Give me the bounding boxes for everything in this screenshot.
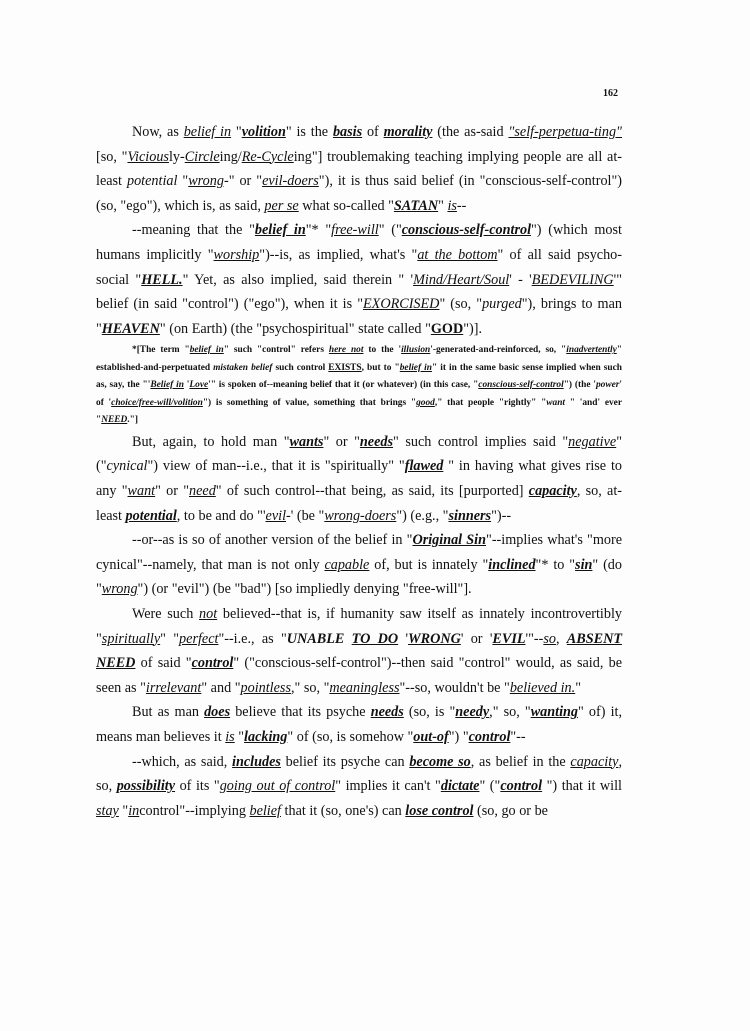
emphasized-text: belief in bbox=[254, 222, 306, 239]
text-run: " or " bbox=[155, 483, 189, 500]
emphasized-text: TO DO bbox=[351, 630, 399, 647]
text-run: " Yet, as also implied, said therein " ' bbox=[182, 271, 414, 288]
text-run: , to be and do "' bbox=[176, 507, 266, 524]
emphasized-text: "self-perpetua-ting" bbox=[508, 124, 622, 140]
emphasized-text: basis bbox=[332, 124, 363, 140]
emphasized-text: SATAN bbox=[393, 197, 439, 214]
emphasized-text: so bbox=[543, 630, 556, 647]
text-run: --which, as said, bbox=[132, 753, 233, 770]
emphasized-text: not bbox=[199, 606, 218, 622]
text-run: to the ' bbox=[363, 345, 402, 356]
text-run: ") (or "evil") (be "bad") [so impliedly denying "free-will"]. bbox=[137, 581, 472, 598]
text-run: ."] bbox=[127, 415, 138, 426]
emphasized-text: illusion bbox=[401, 345, 431, 356]
text-run: " such "control" refers bbox=[223, 345, 329, 356]
emphasized-text: flawed bbox=[404, 458, 444, 475]
emphasized-text: meaningless bbox=[329, 679, 400, 696]
text-run: (the as-said bbox=[432, 124, 509, 140]
text-run: believed--that is, if humanity saw itself as innately incontrovertibly " bbox=[96, 606, 622, 647]
text-run: ly- bbox=[168, 148, 185, 165]
emphasized-text: lacking bbox=[244, 728, 288, 745]
emphasized-text: cynical bbox=[106, 458, 148, 475]
body-paragraph bbox=[96, 750, 622, 824]
text-run: belief its psyche can bbox=[280, 753, 410, 770]
emphasized-text: EVIL bbox=[492, 630, 526, 647]
text-run: ") is something of value, something that brings " bbox=[202, 397, 417, 408]
text-run: '" belief (in said "control") ("ego"), when it is " bbox=[96, 271, 623, 313]
text-run: "--so, wouldn't be " bbox=[399, 679, 510, 696]
emphasized-text: wrong bbox=[101, 581, 138, 598]
emphasized-text: stay bbox=[96, 802, 119, 819]
text-run: believe that its psyche bbox=[230, 704, 371, 721]
text-run: But as man bbox=[132, 704, 205, 721]
text-run: " is the bbox=[285, 124, 333, 140]
text-run: ," so, " bbox=[290, 679, 330, 696]
emphasized-text: WRONG bbox=[408, 630, 461, 647]
text-run: But, again, to hold man " bbox=[132, 433, 290, 450]
text-run: what so-called " bbox=[298, 197, 394, 214]
emphasized-text: Original Sin bbox=[412, 532, 487, 549]
emphasized-text: BEDEVILING bbox=[531, 271, 614, 288]
body-paragraph bbox=[96, 120, 622, 218]
text-run: " of) it, means man believes it bbox=[96, 704, 622, 745]
emphasized-text: become so bbox=[409, 753, 471, 770]
text-run: -" or " bbox=[223, 173, 263, 190]
text-run: ' of ' bbox=[96, 380, 622, 408]
text-run: "--i.e., as " bbox=[218, 630, 287, 647]
text-run: ") (the ' bbox=[563, 380, 596, 391]
text-run: "), brings to man " bbox=[96, 296, 622, 337]
emphasized-text: UNABLE bbox=[286, 630, 345, 647]
emphasized-text: Mind/Heart/Soul bbox=[413, 271, 510, 288]
text-run: "--implies what's "more cynical"--namely, that man is not only bbox=[96, 532, 622, 573]
text-run: ' or ' bbox=[460, 630, 493, 647]
text-run: [so, " bbox=[96, 148, 128, 165]
text-run: " (on Earth) (the "psychospiritual" state called " bbox=[159, 320, 431, 337]
emphasized-text: capable bbox=[324, 556, 370, 573]
text-run: --meaning that the " bbox=[132, 222, 255, 239]
emphasized-text: control bbox=[191, 655, 234, 672]
text-run: *[The term " bbox=[132, 345, 190, 356]
text-run: -- bbox=[456, 197, 467, 214]
emphasized-text: believed in. bbox=[509, 679, 576, 696]
emphasized-text: want bbox=[546, 397, 566, 408]
emphasized-text: morality bbox=[383, 124, 433, 140]
text-run: '" is spoken of--meaning belief that it (or whatever) (in this case, " bbox=[208, 380, 479, 391]
text-run: ' bbox=[183, 380, 190, 391]
text-run: ") (e.g., " bbox=[396, 507, 449, 524]
text-run: " " bbox=[160, 630, 180, 647]
emphasized-text: control bbox=[468, 728, 511, 745]
body-paragraph bbox=[96, 528, 622, 602]
emphasized-text: belief in bbox=[189, 345, 224, 356]
text-run: "), it is thus said belief (in "conscious-self-control") (so, "ego"), which is, as said, bbox=[96, 173, 622, 214]
text-run: " in having what gives rise to any " bbox=[96, 458, 622, 500]
text-run: " (" bbox=[479, 778, 501, 795]
emphasized-text: at the bottom bbox=[417, 246, 498, 263]
emphasized-text: needy bbox=[455, 704, 490, 721]
emphasized-text: needs bbox=[359, 433, 394, 450]
emphasized-text: needs bbox=[370, 704, 404, 721]
text-run: of said " bbox=[135, 655, 192, 672]
text-run: , but to " bbox=[361, 362, 400, 373]
emphasized-text: spiritually bbox=[101, 630, 161, 647]
emphasized-text: here not bbox=[328, 345, 364, 356]
emphasized-text: conscious-self-control bbox=[478, 380, 564, 391]
emphasized-text: capacity bbox=[528, 483, 577, 500]
text-run: '"-- bbox=[525, 630, 544, 647]
text-run: "* " bbox=[305, 222, 332, 239]
emphasized-text: is bbox=[225, 728, 235, 745]
text-run: ' - ' bbox=[509, 271, 532, 288]
emphasized-text: negative bbox=[568, 433, 617, 450]
text-run: " (" bbox=[378, 222, 402, 239]
emphasized-text: evil bbox=[265, 507, 287, 524]
text-run: , as belief in the bbox=[470, 753, 571, 770]
emphasized-text: power bbox=[595, 380, 620, 391]
text-run: " such control implies said " bbox=[393, 433, 569, 450]
emphasized-text: Belief in bbox=[150, 380, 184, 391]
text-run: ' bbox=[398, 630, 408, 647]
emphasized-text: Circle bbox=[184, 148, 220, 165]
emphasized-text: pointless bbox=[240, 679, 291, 696]
emphasized-text: good bbox=[416, 397, 435, 408]
text-run: ing/ bbox=[219, 148, 242, 165]
emphasized-text: volition bbox=[241, 124, 286, 140]
text-run: " bbox=[438, 197, 448, 214]
emphasized-text: NEED bbox=[101, 415, 128, 426]
text-run: of its " bbox=[175, 778, 220, 795]
emphasized-text: HELL. bbox=[141, 271, 183, 288]
body-paragraph bbox=[96, 700, 622, 749]
text-run: " of (so, is somehow " bbox=[287, 728, 414, 745]
body-paragraph bbox=[96, 430, 622, 528]
text-run: " ("conscious-self-control")--then said "control" would, as said, be seen as " bbox=[96, 655, 622, 696]
emphasized-text: belief bbox=[249, 802, 281, 819]
text-run: (so, is " bbox=[403, 704, 456, 721]
text-run: ," that people "rightly" " bbox=[434, 397, 547, 408]
emphasized-text: possibility bbox=[116, 778, 176, 795]
emphasized-text: EXORCISED bbox=[362, 296, 440, 313]
text-run: "-- bbox=[510, 728, 526, 745]
text-run: " (do " bbox=[96, 556, 622, 598]
text-run: "* to " bbox=[535, 556, 576, 573]
text-run: of, but is innately " bbox=[369, 556, 489, 573]
text-run: '-generated-and-reinforced, so, " bbox=[430, 345, 567, 356]
emphasized-text: is bbox=[447, 197, 457, 214]
text-run: " bbox=[177, 173, 189, 190]
text-run: " of all said psycho-social " bbox=[96, 246, 622, 288]
emphasized-text: purged bbox=[482, 296, 522, 313]
emphasized-text: sin bbox=[575, 556, 593, 573]
emphasized-text: GOD bbox=[430, 320, 464, 337]
page-number: 162 bbox=[603, 88, 618, 99]
emphasized-text: ABSENT NEED bbox=[96, 630, 622, 672]
text-run bbox=[344, 631, 351, 647]
text-run: " it in the same basic sense implied when such as, say, the "' bbox=[96, 362, 622, 391]
text-run: " bbox=[118, 802, 129, 819]
text-run: ," so, " bbox=[489, 704, 531, 721]
text-run: , so, bbox=[96, 753, 622, 795]
text-run: ")-- bbox=[491, 507, 512, 524]
emphasized-text: going out of control bbox=[219, 778, 336, 795]
emphasized-text: lose control bbox=[405, 802, 474, 819]
emphasized-text: per se bbox=[264, 197, 299, 214]
text-run: Were such bbox=[132, 606, 200, 622]
text-run: control"--implying bbox=[139, 802, 250, 819]
text-run: " or " bbox=[323, 433, 360, 450]
emphasized-text: mistaken belief bbox=[213, 362, 273, 373]
emphasized-text: wrong bbox=[188, 173, 224, 190]
text-run: " bbox=[234, 728, 245, 745]
emphasized-text: potential bbox=[126, 173, 178, 190]
text-run: " 'and' ever " bbox=[96, 397, 622, 426]
text-run: ") (which most humans implicitly " bbox=[96, 222, 622, 263]
emphasized-text: evil-doers bbox=[262, 173, 319, 190]
emphasized-text: wanting bbox=[530, 704, 579, 721]
emphasized-text: belief in bbox=[399, 362, 432, 373]
emphasized-text: inadvertently bbox=[566, 345, 617, 356]
emphasized-text: capacity bbox=[570, 753, 619, 770]
text-run: ")]. bbox=[463, 320, 482, 337]
text-run: ") " bbox=[448, 728, 469, 745]
emphasized-text: sinners bbox=[448, 507, 492, 524]
emphasized-text: want bbox=[127, 483, 156, 500]
emphasized-text: choice/free-will/volition bbox=[111, 397, 203, 408]
text-run: " (so, " bbox=[439, 296, 483, 313]
emphasized-text: need bbox=[189, 483, 216, 500]
emphasized-text: includes bbox=[232, 753, 281, 770]
emphasized-text: Love bbox=[189, 380, 209, 391]
text-run: --or--as is so of another version of the belief in " bbox=[132, 532, 413, 549]
text-run: of bbox=[362, 124, 384, 140]
emphasized-text: belief in bbox=[183, 124, 232, 140]
emphasized-text: perfect bbox=[179, 630, 219, 647]
emphasized-text: potential bbox=[125, 507, 177, 524]
emphasized-text: out-of bbox=[413, 728, 449, 745]
text-run: ") that it will bbox=[542, 778, 622, 795]
text-run: Now, as bbox=[132, 124, 184, 140]
text-run: , bbox=[555, 630, 567, 647]
text-run: " implies it can't " bbox=[335, 778, 441, 795]
emphasized-text: EXISTS bbox=[328, 362, 362, 373]
text-run: ") view of man--i.e., that it is "spiritually" " bbox=[147, 458, 405, 475]
text-run: " bbox=[231, 124, 242, 140]
text-run: " and " bbox=[201, 679, 241, 696]
text-run: that it (so, one's) can bbox=[280, 802, 406, 819]
emphasized-text: does bbox=[204, 704, 231, 721]
text-run: " (" bbox=[96, 433, 623, 475]
text-run: ")--is, as implied, what's " bbox=[259, 246, 418, 263]
emphasized-text: inclined bbox=[488, 556, 536, 573]
emphasized-text: wants bbox=[289, 433, 324, 450]
text-run: (so, go or be bbox=[473, 802, 548, 819]
emphasized-text: conscious-self-control bbox=[401, 222, 532, 239]
body-paragraph bbox=[96, 218, 622, 341]
emphasized-text: irrelevant bbox=[145, 679, 202, 696]
text-run: " established-and-perpetuated bbox=[96, 345, 622, 373]
text-run: , so, at-least bbox=[96, 483, 622, 524]
emphasized-text: Vicious bbox=[127, 148, 169, 165]
emphasized-text: Re-Cycle bbox=[241, 148, 294, 165]
text-run: " of such control--that being, as said, its [purported] bbox=[215, 483, 529, 500]
emphasized-text: worship bbox=[213, 246, 260, 263]
emphasized-text: dictate bbox=[440, 778, 480, 795]
emphasized-text: free-will bbox=[331, 222, 379, 239]
body-paragraph bbox=[96, 602, 622, 700]
body-text bbox=[96, 120, 622, 823]
footnote-paragraph bbox=[96, 342, 622, 430]
emphasized-text: HEAVEN bbox=[101, 320, 160, 337]
text-run: -' (be " bbox=[286, 507, 325, 524]
text-run: such control bbox=[272, 362, 329, 373]
text-run: " bbox=[575, 679, 581, 696]
emphasized-text: wrong-doers bbox=[324, 507, 397, 524]
text-run: ing"] troublemaking teaching implying people are all at-least bbox=[96, 148, 622, 190]
emphasized-text: control bbox=[500, 778, 543, 795]
emphasized-text: in bbox=[128, 802, 140, 819]
